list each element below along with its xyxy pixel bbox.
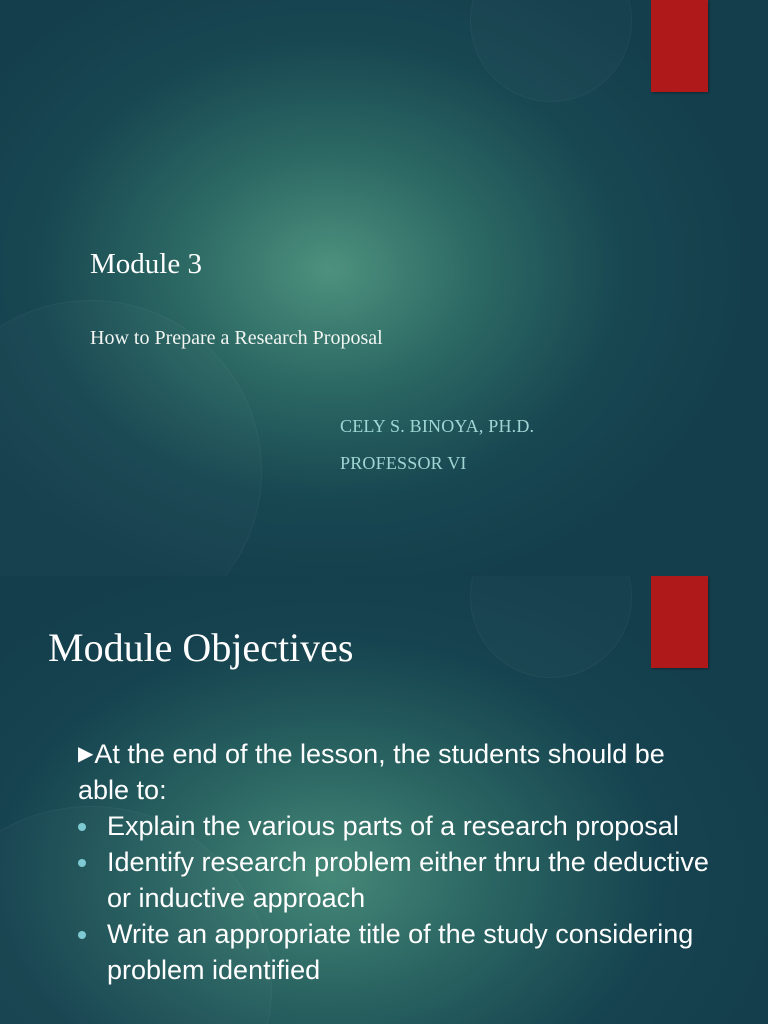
objective-text: Write an appropriate title of the study considering problem identified: [107, 919, 694, 985]
objective-text: Identify research problem either thru the deductive or inductive approach: [107, 847, 709, 913]
bullet-dot-icon: [78, 931, 86, 939]
objectives-list: [78, 808, 718, 988]
slide-subtitle: How to Prepare a Research Proposal: [90, 327, 383, 349]
list-item: [78, 916, 718, 988]
author-role: PROFESSOR VI: [340, 453, 467, 473]
arrow-bullet-icon: ▶: [78, 743, 94, 765]
slide-objectives: [0, 576, 768, 1024]
objective-text: Explain the various parts of a research proposal: [107, 811, 679, 841]
slide-title-heading: Module 3: [90, 248, 202, 280]
bullet-dot-icon: [78, 823, 86, 831]
background-circle-decoration: [470, 576, 632, 678]
red-accent-bar: [651, 0, 708, 92]
intro-text: At the end of the lesson, the students should be able to:: [78, 739, 665, 805]
bullet-dot-icon: [78, 859, 86, 867]
background-circle-decoration: [470, 0, 632, 102]
objectives-heading: Module Objectives: [48, 625, 354, 670]
objectives-body: [78, 736, 718, 988]
list-item: [78, 808, 718, 844]
red-accent-bar: [651, 576, 708, 668]
list-item: [78, 844, 718, 916]
intro-paragraph: [78, 736, 718, 808]
author-name: CELY S. BINOYA, PH.D.: [340, 416, 535, 436]
